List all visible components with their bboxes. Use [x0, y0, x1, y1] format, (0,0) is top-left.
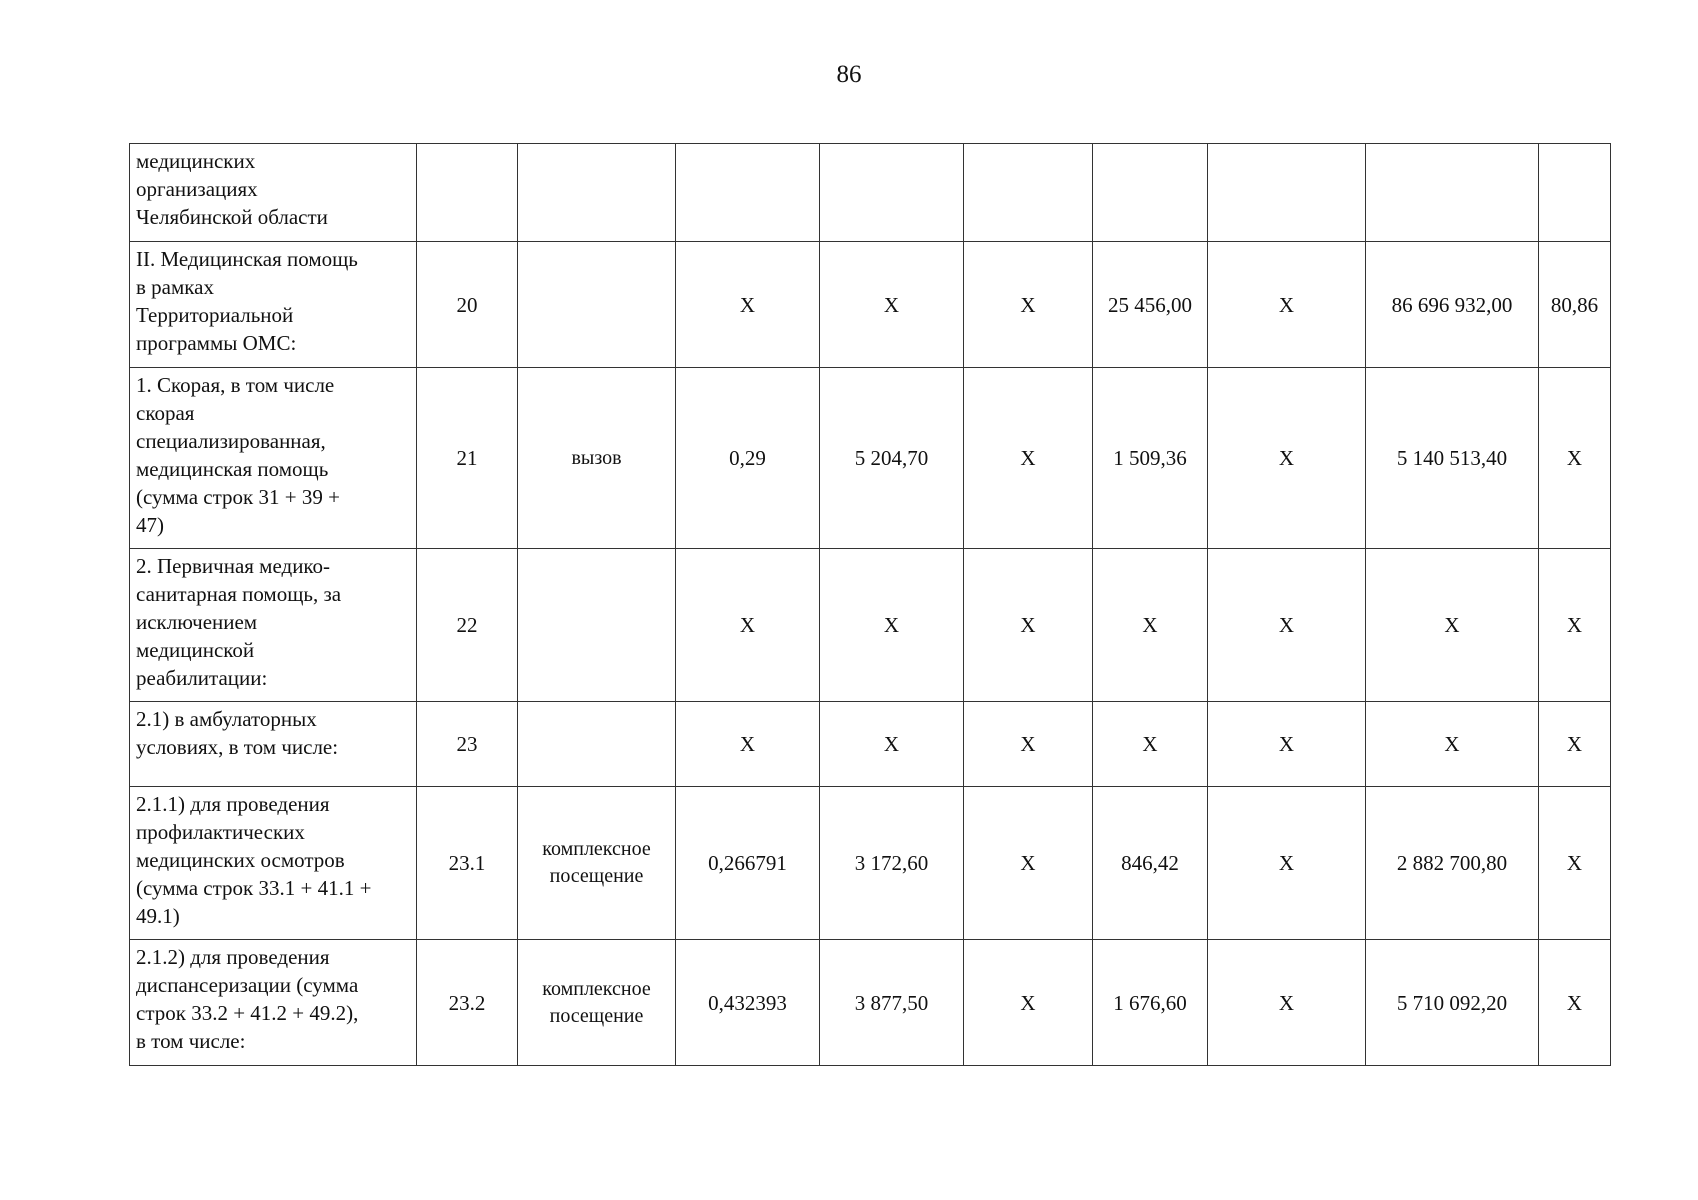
oms-total-cell: 5 710 092,20: [1366, 940, 1539, 1066]
share-cell: X: [1539, 549, 1611, 702]
unit-cell: [518, 702, 676, 787]
share-cell: X: [1539, 787, 1611, 940]
budget-total-cell: X: [1208, 702, 1366, 787]
table-row: [130, 242, 1611, 368]
oms-total-cell: X: [1366, 702, 1539, 787]
table-row: [130, 368, 1611, 549]
share-cell: X: [1539, 368, 1611, 549]
oms-per-capita-cell: 1 676,60: [1093, 940, 1208, 1066]
line-code-cell: 23.1: [417, 787, 518, 940]
oms-total-cell: X: [1366, 549, 1539, 702]
volume-cell: X: [676, 242, 820, 368]
unit-cell: [518, 549, 676, 702]
unit-cell: [518, 144, 676, 242]
cost-cell: X: [820, 242, 964, 368]
line-code-cell: 21: [417, 368, 518, 549]
volume-cell: [676, 144, 820, 242]
unit-cell: комплексное посещение: [518, 787, 676, 940]
volume-cell: X: [676, 549, 820, 702]
cost-cell: 5 204,70: [820, 368, 964, 549]
budget-per-capita-cell: X: [964, 368, 1093, 549]
budget-per-capita-cell: X: [964, 787, 1093, 940]
unit-cell: вызов: [518, 368, 676, 549]
line-code-cell: 23: [417, 702, 518, 787]
budget-total-cell: X: [1208, 242, 1366, 368]
budget-total-cell: X: [1208, 549, 1366, 702]
unit-cell: комплексное посещение: [518, 940, 676, 1066]
row-label-cell: 1. Скорая, в том числе скорая специализированная, медицинская помощь (сумма строк 31 + 39 + 47): [130, 368, 417, 549]
share-cell: X: [1539, 940, 1611, 1066]
row-label-cell: 2.1.1) для проведения профилактических медицинских осмотров (сумма строк 33.1 + 41.1 + 49.1): [130, 787, 417, 940]
volume-cell: 0,29: [676, 368, 820, 549]
budget-per-capita-cell: [964, 144, 1093, 242]
share-cell: 80,86: [1539, 242, 1611, 368]
share-cell: [1539, 144, 1611, 242]
budget-per-capita-cell: X: [964, 242, 1093, 368]
cost-cell: [820, 144, 964, 242]
table-row: [130, 549, 1611, 702]
oms-per-capita-cell: 25 456,00: [1093, 242, 1208, 368]
table-body: [130, 144, 1611, 1066]
share-cell: X: [1539, 702, 1611, 787]
oms-per-capita-cell: 1 509,36: [1093, 368, 1208, 549]
oms-total-cell: 5 140 513,40: [1366, 368, 1539, 549]
budget-per-capita-cell: X: [964, 702, 1093, 787]
budget-per-capita-cell: X: [964, 549, 1093, 702]
line-code-cell: 23.2: [417, 940, 518, 1066]
volume-cell: X: [676, 702, 820, 787]
table-row: [130, 144, 1611, 242]
oms-per-capita-cell: 846,42: [1093, 787, 1208, 940]
budget-total-cell: X: [1208, 940, 1366, 1066]
page-number: 86: [836, 61, 862, 88]
oms-total-cell: [1366, 144, 1539, 242]
budget-total-cell: [1208, 144, 1366, 242]
row-label-cell: медицинских организациях Челябинской области: [130, 144, 417, 242]
unit-cell: [518, 242, 676, 368]
row-label-cell: 2.1.2) для проведения диспансеризации (сумма строк 33.2 + 41.2 + 49.2), в том числе:: [130, 940, 417, 1066]
budget-per-capita-cell: X: [964, 940, 1093, 1066]
cost-cell: 3 172,60: [820, 787, 964, 940]
cost-cell: X: [820, 702, 964, 787]
oms-total-cell: 2 882 700,80: [1366, 787, 1539, 940]
row-label-cell: II. Медицинская помощь в рамках Территориальной программы ОМС:: [130, 242, 417, 368]
oms-per-capita-cell: [1093, 144, 1208, 242]
volume-cell: 0,432393: [676, 940, 820, 1066]
row-label-cell: 2.1) в амбулаторных условиях, в том числе:: [130, 702, 417, 787]
table-row: [130, 702, 1611, 787]
cost-cell: X: [820, 549, 964, 702]
volume-cell: 0,266791: [676, 787, 820, 940]
budget-total-cell: X: [1208, 787, 1366, 940]
row-label-cell: 2. Первичная медико- санитарная помощь, за исключением медицинской реабилитации:: [130, 549, 417, 702]
table-row: [130, 787, 1611, 940]
line-code-cell: 20: [417, 242, 518, 368]
line-code-cell: [417, 144, 518, 242]
oms-per-capita-cell: X: [1093, 549, 1208, 702]
budget-total-cell: X: [1208, 368, 1366, 549]
line-code-cell: 22: [417, 549, 518, 702]
table-row: [130, 940, 1611, 1066]
oms-total-cell: 86 696 932,00: [1366, 242, 1539, 368]
oms-per-capita-cell: X: [1093, 702, 1208, 787]
funding-table: [129, 143, 1611, 1066]
cost-cell: 3 877,50: [820, 940, 964, 1066]
